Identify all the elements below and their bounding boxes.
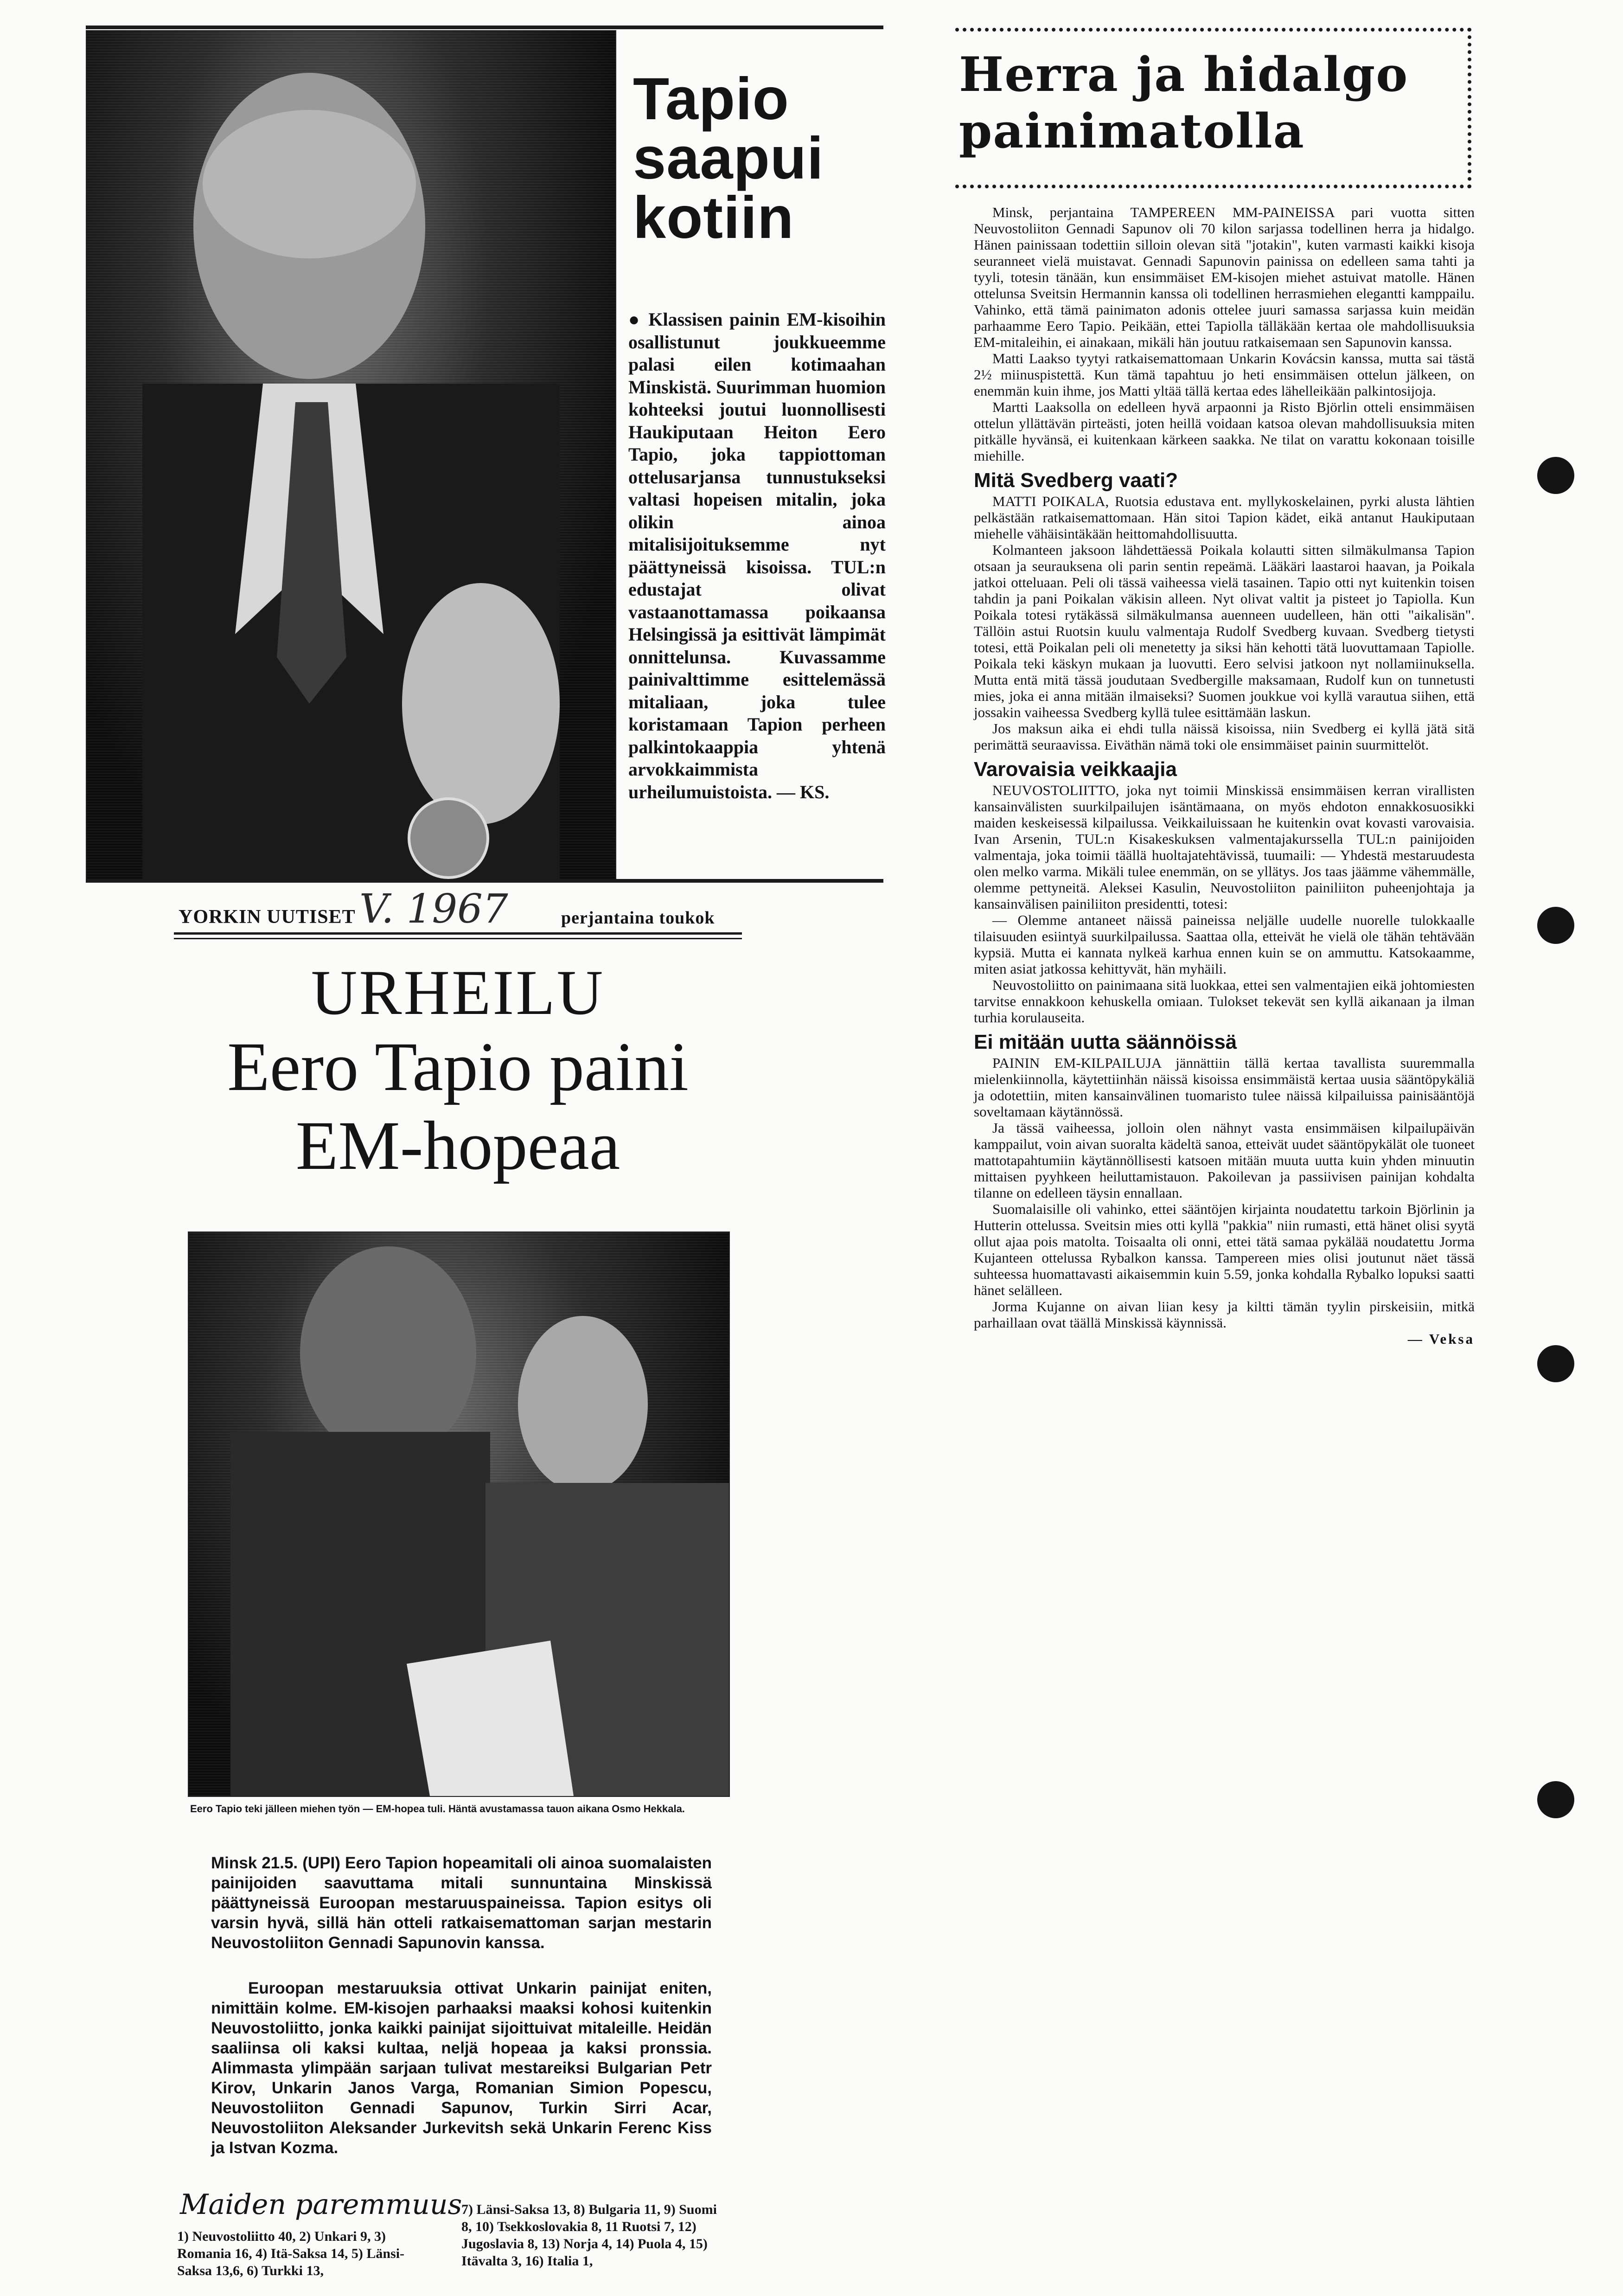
headline-line-3: kotiin xyxy=(633,185,794,251)
paragraph: PAININ EM-KILPAILUJA jännättiin tällä kertaa tavallista suuremmalla mielenkiinnolla, käytettiinhän näissä kisoissa ensimmäistä kertaa uusia sääntöpykäliä ja odotettiin, miten kansainvälinen tuomaristo tulee näissä kilpailuissa painisääntöjä soveltamaan käytännössä. xyxy=(974,1055,1475,1120)
paragraph: Martti Laaksolla on edelleen hyvä arpaonni ja Risto Björlin otteli ensimmäisen ottelun yllättävän pirteästi, joten heillä voidaan katsoa olevan mahdollisuuksia miten pitkälle hyvänsä, ei kuitenkaan kärkeen saakka. Ne tilat on varattu kokonaan toisille miehille. xyxy=(974,399,1475,464)
photo-tapio-coach xyxy=(188,1231,730,1797)
subheading: Varovaisia veikkaajia xyxy=(974,758,1177,781)
masthead-rule-1 xyxy=(174,932,742,935)
paragraph: Kolmanteen jaksoon lähdettäessä Poikala kolautti sitten silmäkulmansa Tapion otsaan ja seurauksena oli parin sentin repeämä. Lääkäri laastaroi haavan, ja Poikala jatkoi otteluaan. Peli oli tässä vaiheessa vielä tasainen. Tapio otti nyt kuitenkin toisen tahdin ja pani Poikalan väkisin alleen. Nyt olivat valtit ja pisteet jo Tapiolla. Kun Poikala totesi rytäkässä silmäkulmansa auenneen uudelleen, hän otti "aikalisän". Tällöin astui Ruotsin kuulu valmentaja Rudolf Svedberg kuvaan. Svedberg tietysti totesi, että Poikalan peli oli menetetty ja siksi hän kehotti tätä luovuttamaan Tapiolle. Poikala teki käskyn mukaan ja luovutti. Eero selvisi jatkoon nyt nollamiinuksella. Mutta entä mitä tässä joudutaan Svedbergille maksamaan, Rudolf kun on tunnetusti mies, joka ei anna mitään ilmaiseksi? Suomen joukkue voi kyllä varautua siihen, että jossakin vaiheessa Svedberg kyllä tulee esittämään laskun. xyxy=(974,542,1475,720)
paragraph: Matti Laakso tyytyi ratkaisemattomaan Unkarin Kovácsin kanssa, mutta sai tästä 2½ miinuspistettä. Kun tämä tapahtuu jo heti ensimmäisen ottelun jälkeen, on enemmän kuin ihme, jos Matti yltää tällä kertaa edes lähelleikään palkintosijoja. xyxy=(974,350,1475,399)
paragraph: — Olemme antaneet näissä paineissa neljälle uudelle nuorelle tulokkaalle tilaisuuden esiintyä suurkilpailussa. Saattaa olla, etteivät he vielä ole tähän tehtävään kypsiä. Mutta ei kannata nylkeä karhua ennen kuin se on ammuttu. Katsokaamme, miten asiat jatkossa kehittyvät, hän myhäili. xyxy=(974,912,1475,977)
headline-line-1: Tapio xyxy=(633,66,789,132)
photo-figure xyxy=(87,31,615,880)
urheilu-headline-block xyxy=(174,958,742,1185)
masthead-rule-2 xyxy=(174,938,742,939)
photo-bottom-rule xyxy=(86,879,883,883)
headline-line-1: Herra ja hidalgo xyxy=(959,47,1409,103)
results-heading: Maiden paremmuus xyxy=(180,2188,462,2221)
photo-caption: Eero Tapio teki jälleen miehen työn — EM-hopea tuli. Häntä avustamassa tauon aikana Osmo Hekkala. xyxy=(190,1803,685,1815)
subheading: Mitä Svedberg vaati? xyxy=(974,469,1178,492)
urheilu-body-2: Euroopan mestaruuksia ottivat Unkarin painijat eniten, nimittäin kolme. EM-kisojen parhaaksi maaksi kohosi kuitenkin Neuvostoliitto, jonka kaikki painijat sijoittuivat mitaleille. Heidän saaliinsa oli kaksi kultaa, neljä hopeaa ja kaksi pronssia. Alimmasta ylimpään sarjaan tulivat mestareiksi Bulgarian Petr Kirov, Unkarin Janos Varga, Romanian Simion Popescu, Neuvostoliiton Gennadi Sapunov, Turkin Sirri Acar, Neuvostoliiton Aleksander Jurkevitsh sekä Unkarin Ferenc Kiss ja Istvan Kozma. xyxy=(211,1979,712,2157)
photo-tapio-medal xyxy=(86,30,616,881)
signature: — Veksa xyxy=(1407,1331,1475,1347)
paragraph: Jorma Kujanne on aivan liian kesy ja kiltti tämän tyylin pirskeisiin, mitkä parhaillaan ovat täällä Minskissä käynnissä. xyxy=(974,1298,1475,1331)
paragraph: Jos maksun aika ei ehdi tulla näissä kisoissa, niin Svedberg ei kyllä jätä sitä perimättä seuraavissa. Eiväthän nämä toki ole ensimmäiset painin suurmittelöt. xyxy=(974,720,1475,753)
subheading: Ei mitään uutta säännöissä xyxy=(974,1031,1237,1053)
results-left: 1) Neuvostoliitto 40, 2) Unkari 9, 3) Romania 16, 4) Itä-Saksa 14, 5) Länsi-Saksa 13,6, 6) Turkki 13, xyxy=(177,2229,405,2278)
section-title: URHEILU xyxy=(311,957,605,1028)
headline-line-2: painimatolla xyxy=(959,103,1305,159)
right-headline xyxy=(959,46,1408,160)
headline-line-2: saapui xyxy=(633,125,824,192)
paragraph: Ja tässä vaiheessa, jolloin olen nähnyt vasta ensimmäisen kilpailupäivän kamppailut, voin aivan suoralta kädeltä sanoa, etteivät uudet sääntöpykälät ole tuoneet mattotapahtumiin käytännöllisesti katsoen mitään muuta uutta kuin yhden minuutin mittaisen pyyhkeen heiluttamistauon. Pakoilevan ja passiivisen painijan kohdalta tilanne on edelleen täysin ennallaan. xyxy=(974,1120,1475,1201)
handwritten-year: V. 1967 xyxy=(359,886,508,932)
tapio-body: ● Klassisen painin EM-kisoihin osallistunut joukkueemme palasi eilen kotimaahan Minskistä. Suurimman huomion kohteeksi joutui luonnollisesti Haukiputaan Heiton Eero Tapio, joka tappiottoman ottelusarjansa tunnustukseksi valtasi hopeisen mitalin, joka olikin ainoa mitalisijoituksemme nyt päättyneissä kisoissa. TUL:n edustajat olivat vastaanottamassa poikaansa Helsingissä ja esittivät lämpimät onnittelunsa. Kuvassamme painivalttimme esittelemässä mitaliaan, joka tulee koristamaan Tapion perheen palkintokaappia yhtenä arvokkaimmista urheilumuistoista. — KS. xyxy=(628,309,886,802)
headline-tapio-saapui xyxy=(633,66,883,251)
headline-line-1: Eero Tapio paini xyxy=(227,1028,689,1105)
paragraph: Suomalaisille oli vahinko, ettei sääntöjen kirjainta noudatettu tarkoin Björlinin ja Hutterin ottelussa. Sveitsin mies otti kyllä "pakkia" niin rumasti, että hänet olisi syytä ollut ajaa pois matolta. Toisaalta oli onni, ettei tätä samaa pykälää noudatettu Jorma Kujanteen ottelussa Rybalkon kanssa. Tampereen mies olisi joutunut näet tässä suhteessa huomattavasti aikaisemmin kuin 5.59, jonka kohdalla Rybalko lopuksi saatti hänet selälleen. xyxy=(974,1201,1475,1298)
headline-line-2: EM-hopeaa xyxy=(295,1107,620,1184)
punch-hole xyxy=(1537,907,1574,944)
punch-hole xyxy=(1537,1781,1574,1818)
date-line: perjantaina toukok xyxy=(561,908,715,928)
paragraph: Neuvostoliitto on painimaana sitä luokkaa, ettei sen valmentajien eikä johtomiesten tarvitse ennakkoon kehuskella omiaan. Tulokset tekevät sen kyllä aikanaan ja ilman turhia korulauseita. xyxy=(974,977,1475,1026)
paper-name: YORKIN UUTISET xyxy=(179,906,356,928)
results-right: 7) Länsi-Saksa 13, 8) Bulgaria 11, 9) Suomi 8, 10) Tsekkoslovakia 8, 11 Ruotsi 7, 12) Jugoslavia 8, 13) Norja 4, 14) Puola 4, 15) Itävalta 3, 16) Italia 1, xyxy=(461,2202,717,2269)
right-article-body xyxy=(974,204,1475,1347)
paragraph: NEUVOSTOLIITTO, joka nyt toimii Minskissä ensimmäisen kerran virallisten kansainvälisten suurkilpailujen isäntämaana, on myös ehdoton ennakkosuosikki maiden keskeisessä kilpailussa. Veikkailuissaan he kuitenkin ovat kovasti varovaisia. Ivan Arsenin, TUL:n Kisakeskuksen valmentajakurssella TUL:n painijoiden valmentaja, joka toimii täällä huoltajatehtävissä, tuumaili: — Yhdestä mestaruudesta olen melko varma. Mikäli tulee enemmän, on se yllätys. Jos taas jäämme vähemmälle, olemme pettyneitä. Aleksei Kasulin, Neuvostoliiton painiliiton puheenjohtaja ja kansainvälisen painiliiton presidentti, totesi: xyxy=(974,782,1475,912)
masthead xyxy=(179,886,893,935)
top-rule xyxy=(86,26,883,29)
paragraph: Minsk, perjantaina TAMPEREEN MM-PAINEISSA pari vuotta sitten Neuvostoliiton Gennadi Sapunov oli 70 kilon sarjassa todellinen herra ja hidalgo. Hänen painissaan todettiin silloin olevan sitä "jotakin", kuten varmasti kaikki kisoja seuranneet vielä muistavat. Gennadi Sapunovin painissa on edelleen sama tahti ja tyyli, totesin tänään, kun ensimmäiset EM-kisojen miehet astuivat matolle. Hänen ottelunsa Sveitsin Hermannin kanssa oli todellinen herrasmiehen elegantti kamppailu. Vahinko, että tämä painimaton adonis ottelee juuri samassa sarjassa kuin meidän parhaamme Eero Tapio. Peikään, ettei Tapiolla tälläkään kertaa ole mahdollisuuksia EM-mitaleihin, ei ainakaan, mikäli hän joutuu ratkaisemaan sen Sapunovin kanssa. xyxy=(974,204,1475,350)
paragraph: MATTI POIKALA, Ruotsia edustava ent. myllykoskelainen, pyrki alusta lähtien pelkästään ratkaisemattomaan. Hän sitoi Tapion kädet, eikä antanut Haukiputaan miehelle vähäisintäkään heittomahdollisuutta. xyxy=(974,493,1475,542)
punch-hole xyxy=(1537,457,1574,494)
punch-hole xyxy=(1537,1345,1574,1382)
urheilu-body-1: Minsk 21.5. (UPI) Eero Tapion hopeamitali oli ainoa suomalaisten painijoiden saavuttama mitali sunnuntaina Minskissä päättyneissä Euroopan mestaruuspaineissa. Tapion esitys oli varsin hyvä, sillä hän otteli ratkaisemattoman sarjan mestarin Neuvostoliiton Gennadi Sapunovin kanssa. xyxy=(211,1854,712,1952)
photo-figures xyxy=(189,1232,729,1796)
